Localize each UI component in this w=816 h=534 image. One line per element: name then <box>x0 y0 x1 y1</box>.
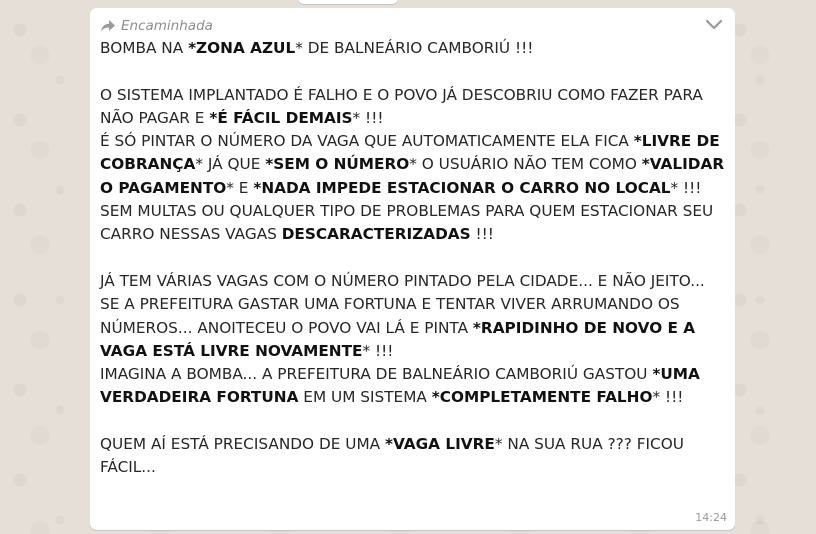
message-timestamp: 14:24 <box>695 511 727 524</box>
message-text-segment: EM UM SISTEMA <box>298 388 432 407</box>
message-bold-segment: *VALIDAR O PAGAMENTO <box>100 155 730 197</box>
message-bold-segment: *UMA VERDADEIRA FORTUNA <box>100 365 706 407</box>
message-text-segment: * DE BALNEÁRIO CAMBORIÚ !!! O SISTEMA IMPLANTADO É FALHO E O POVO JÁ DESCOBRIU COMO FAZER PARA NÃO PAGAR E <box>100 39 703 127</box>
previous-message-bubble <box>298 0 398 4</box>
message-bold-segment: *SEM O NÚMERO <box>265 155 410 174</box>
message-bold-segment: *ZONA AZUL <box>188 39 296 57</box>
message-text-segment: * NA SUA RUA ??? FICOU FÁCIL... <box>100 435 689 477</box>
message-bold-segment: *VAGA LIVRE <box>384 435 495 454</box>
message-text-segment: * !!! É SÓ PINTAR O NÚMERO DA VAGA QUE AUTOMATICAMENTE ELA FICA <box>100 108 629 151</box>
message-bold-segment: *NADA IMPEDE ESTACIONAR O CARRO NO LOCAL <box>253 178 671 197</box>
message-bubble[interactable] <box>90 8 735 530</box>
message-bold-segment: *É FÁCIL DEMAIS <box>209 108 353 127</box>
message-text-segment: * O USUÁRIO NÃO TEM COMO <box>409 155 642 174</box>
message-bold-segment: *LIVRE DE COBRANÇA <box>100 132 726 174</box>
message-text-segment: BOMBA NA <box>100 39 189 57</box>
chevron-down-icon[interactable] <box>703 16 725 34</box>
message-text <box>100 37 730 480</box>
message-bold-segment: *RAPIDINHO DE NOVO E A VAGA ESTÁ LIVRE NOVAMENTE <box>100 318 701 360</box>
message-bold-segment: DESCARACTERIZADAS <box>281 225 471 244</box>
message-bold-segment: *COMPLETAMENTE FALHO <box>431 388 653 407</box>
forward-arrow-icon <box>100 19 116 33</box>
message-text-segment: * JÁ QUE <box>195 155 266 174</box>
forwarded-label-row <box>100 16 725 36</box>
message-text-segment: * !!! SEM MULTAS OU QUALQUER TIPO DE PROBLEMAS PARA QUEM ESTACIONAR SEU CARRO NESSAS VAGAS <box>100 178 714 244</box>
forwarded-label: Encaminhada <box>121 18 213 34</box>
message-text-segment: !!! JÁ TEM VÁRIAS VAGAS COM O NÚMERO PINTADO PELA CIDADE... E NÃO JEITO... SE A PREFEITURA GASTAR UMA FORTUNA E TENTAR VIVER ARRUMANDO OS NÚMEROS... ANOITECEU O POVO VAI LÁ E PINTA <box>100 225 705 337</box>
message-text-segment: * E <box>226 178 254 197</box>
message-text-segment: * !!! QUEM AÍ ESTÁ PRECISANDO DE UMA <box>100 388 684 454</box>
message-text-segment: * !!! IMAGINA A BOMBA... A PREFEITURA DE BALNEÁRIO CAMBORIÚ GASTOU <box>100 341 648 384</box>
